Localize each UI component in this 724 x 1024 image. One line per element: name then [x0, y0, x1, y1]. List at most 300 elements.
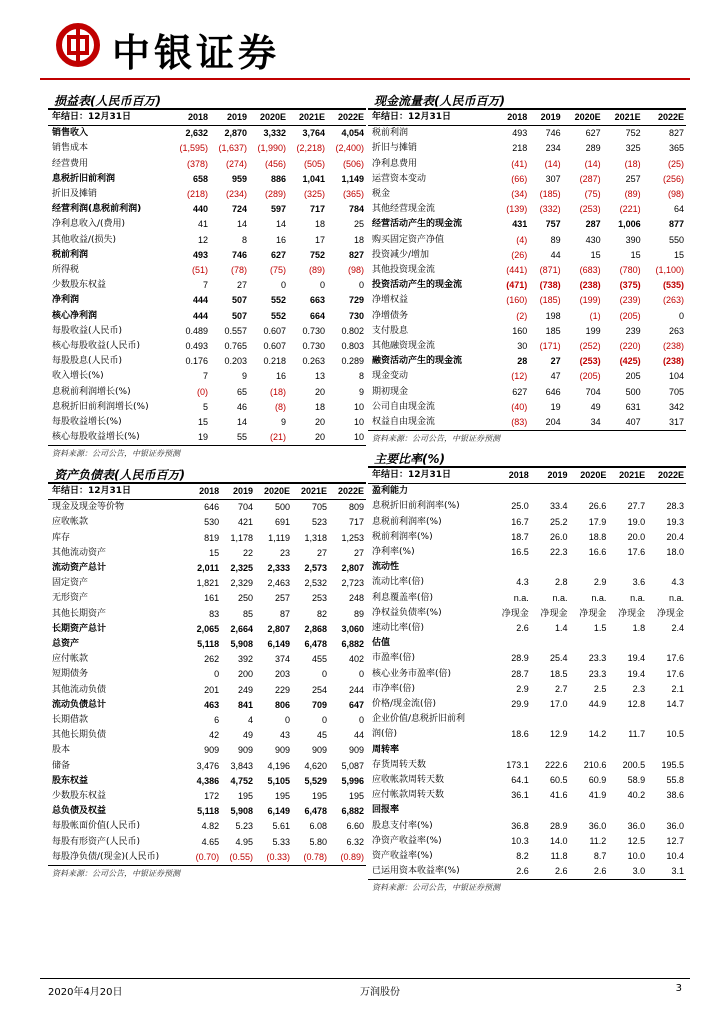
table-cell: 104 [668, 371, 684, 382]
table-cell: 29.9 [511, 699, 529, 710]
table-cell: 0.263 [302, 356, 325, 367]
balance-sheet-section [48, 466, 366, 881]
table-cell: 222.6 [545, 759, 568, 770]
table-cell: 5,529 [304, 775, 327, 786]
table-cell: 19 [197, 432, 208, 443]
table-cell: 22 [243, 547, 254, 558]
row-label: 收入增长(%) [52, 371, 104, 382]
table-cell: 89 [550, 234, 561, 245]
table-cell: 18.0 [666, 547, 684, 558]
table-row [48, 607, 366, 622]
table-cell: 5,087 [341, 760, 364, 771]
table-cell: (456) [264, 158, 286, 169]
table-cell: (871) [539, 265, 561, 276]
table-row [368, 354, 686, 369]
table-cell: 827 [348, 249, 364, 260]
row-label: 长期资产总计 [52, 623, 107, 634]
table-cell: 597 [270, 204, 286, 215]
table-cell: 2,723 [341, 578, 364, 589]
table-cell: 1,821 [196, 578, 220, 589]
table-cell: 6,149 [267, 639, 290, 650]
table-cell [647, 484, 686, 500]
table-cell: 4,054 [341, 128, 364, 139]
table-cell: 17.9 [588, 516, 607, 527]
row-label: 估值 [372, 638, 391, 649]
cash-flow-source-note: 资料来源：公司公告，中银证券预测 [368, 430, 686, 446]
table-cell: 13 [314, 371, 325, 382]
table-row [48, 804, 366, 819]
table-cell: 2018 [187, 484, 221, 500]
row-label: 存货周转天数 [372, 759, 427, 770]
table-cell: 2.6 [555, 866, 568, 877]
row-label: 销售收入 [52, 128, 89, 139]
table-cell: 17.6 [627, 547, 646, 558]
table-cell: 463 [204, 699, 220, 710]
table-cell: 421 [237, 517, 254, 528]
table-cell: 2.4 [671, 623, 684, 634]
table-cell: 0 [321, 715, 327, 726]
table-cell: 20.0 [627, 531, 646, 542]
table-cell: (8) [274, 401, 286, 412]
table-cell: 16 [275, 371, 286, 382]
table-cell: 7 [202, 280, 208, 291]
table-cell: 28.9 [550, 820, 568, 831]
row-label: 回报率 [372, 805, 400, 816]
table-cell: 784 [348, 204, 364, 215]
table-row [368, 819, 686, 834]
table-cell: 17.6 [666, 653, 684, 664]
table-cell: 2022E [647, 468, 686, 484]
row-label: 核心每股收益(人民币) [52, 341, 141, 352]
table-cell: 6 [214, 715, 220, 726]
table-row [368, 400, 686, 415]
table-cell: 0 [214, 669, 220, 680]
table-cell: 663 [309, 295, 325, 306]
row-label: 每股帐面价值(人民币) [52, 821, 141, 832]
table-cell: 20 [314, 417, 325, 428]
table-cell: (234) [225, 189, 247, 200]
table-row [48, 819, 366, 834]
table-cell: 160 [512, 325, 528, 336]
table-row [48, 385, 366, 400]
table-cell: (0.78) [303, 851, 327, 862]
table-cell: 5 [202, 401, 208, 412]
table-row [48, 309, 366, 324]
table-cell: 60.5 [550, 775, 568, 786]
table-cell: 25.0 [511, 501, 529, 512]
row-label: 速动比率(倍) [372, 623, 425, 634]
table-cell: 55 [236, 432, 247, 443]
table-cell: 14.7 [666, 699, 684, 710]
table-cell [647, 560, 686, 575]
table-cell: 55.8 [666, 775, 684, 786]
table-cell: 658 [192, 173, 208, 184]
table-cell: 44 [550, 249, 561, 260]
table-cell: 627 [585, 128, 601, 139]
table-cell: 195 [274, 791, 290, 802]
row-label: 支付股息 [372, 325, 409, 336]
table-cell: 4.65 [201, 836, 220, 847]
table-cell: 257 [625, 173, 641, 184]
row-label: 现金及现金等价物 [52, 502, 125, 513]
key-ratios-section [368, 450, 686, 895]
table-cell: 14.0 [550, 835, 568, 846]
table-row [368, 545, 686, 560]
table-cell: (51) [191, 265, 208, 276]
table-row [48, 667, 366, 682]
table-cell: 10 [353, 432, 364, 443]
table-row [48, 728, 366, 743]
table-row [368, 248, 686, 263]
table-cell: 4 [248, 715, 254, 726]
row-label: 年结日：12月31日 [368, 110, 496, 126]
table-cell: 5,908 [230, 806, 254, 817]
table-row [368, 415, 686, 430]
table-cell: 3.0 [632, 866, 646, 877]
table-row [368, 834, 686, 849]
table-row [368, 293, 686, 308]
table-cell: 83 [209, 608, 220, 619]
table-cell: (4) [516, 234, 528, 245]
income-statement-section [48, 92, 366, 461]
cash-flow-table [368, 110, 686, 430]
balance-source-note: 资料来源：公司公告，中银证券预测 [48, 865, 366, 881]
table-cell: 1,149 [341, 173, 364, 184]
page-footer [40, 978, 690, 998]
table-cell: 净现金 [618, 607, 646, 618]
table-cell [492, 636, 531, 651]
table-header-row [48, 110, 366, 126]
row-label: 盈利能力 [372, 486, 409, 497]
table-cell: 34 [590, 417, 601, 428]
table-cell: 9 [241, 371, 247, 382]
row-label: 经营费用 [52, 158, 89, 169]
row-label: 运营资本变动 [372, 173, 427, 184]
table-row [48, 637, 366, 652]
table-cell: 317 [668, 417, 684, 428]
table-row [48, 774, 366, 789]
row-label: 每股股息(人民币) [52, 356, 123, 367]
table-row [48, 172, 366, 187]
table-cell: n.a. [552, 592, 568, 603]
table-row [48, 683, 366, 698]
table-cell: 218 [512, 143, 528, 154]
table-cell: 2.9 [593, 577, 607, 588]
table-cell: 430 [585, 234, 601, 245]
table-cell: 2,325 [230, 563, 254, 574]
table-cell: 2018 [496, 110, 529, 126]
table-cell: (221) [619, 204, 641, 215]
table-cell: (238) [579, 280, 601, 291]
table-cell: 173.1 [506, 759, 529, 770]
table-row [368, 575, 686, 590]
table-cell: 14 [236, 219, 247, 230]
table-cell: 254 [311, 684, 327, 695]
table-cell: 16.6 [588, 547, 607, 558]
table-row [368, 278, 686, 293]
table-cell: 0 [284, 715, 290, 726]
table-cell: 36.0 [666, 820, 684, 831]
table-cell: 2.3 [632, 683, 646, 694]
table-cell: 16.7 [511, 516, 529, 527]
table-cell: (253) [579, 204, 601, 215]
table-cell: 45 [316, 730, 327, 741]
table-cell: 47 [550, 371, 561, 382]
table-cell: n.a. [630, 592, 646, 603]
table-cell: 342 [668, 401, 684, 412]
table-cell: 909 [204, 745, 220, 756]
row-label: 少数股东权益 [52, 791, 107, 802]
table-cell: 36.8 [511, 820, 529, 831]
table-row [368, 309, 686, 324]
table-cell: n.a. [668, 592, 684, 603]
table-cell: (2) [516, 310, 528, 321]
table-cell: 724 [231, 204, 247, 215]
table-cell: 2019 [531, 468, 570, 484]
row-label: 流动性 [372, 562, 400, 573]
table-cell: 172 [204, 791, 220, 802]
row-label: 股东权益 [52, 775, 89, 786]
table-cell: (2,400) [335, 143, 364, 154]
table-cell: 200 [237, 669, 254, 680]
table-cell: 6,882 [341, 639, 364, 650]
table-cell: 307 [545, 173, 561, 184]
table-cell: (738) [539, 280, 561, 291]
table-row [368, 499, 686, 514]
row-label: 息税折旧前利润率(%) [372, 501, 460, 512]
table-cell: (1,990) [257, 143, 286, 154]
table-cell: 3.6 [632, 577, 646, 588]
table-cell: 203 [274, 669, 290, 680]
table-cell: 12.5 [627, 835, 646, 846]
table-cell: 234 [545, 143, 561, 154]
table-cell: 2,011 [197, 563, 220, 574]
row-label: 净利息费用 [372, 158, 418, 169]
table-cell: 2,868 [304, 623, 327, 634]
table-cell: 42 [209, 730, 220, 741]
table-cell: 248 [348, 593, 364, 604]
table-cell: 195 [311, 791, 327, 802]
table-cell: 27 [316, 547, 327, 558]
table-cell: 1.8 [632, 623, 646, 634]
income-statement-title: 损益表(人民币百万) [48, 92, 366, 110]
table-header-row [368, 468, 686, 484]
table-cell: 3,060 [341, 623, 364, 634]
row-label: 其他融资现金流 [372, 341, 436, 352]
table-cell: 730 [348, 310, 364, 321]
table-cell: 2,065 [196, 623, 220, 634]
table-row [48, 835, 366, 850]
table-cell: 4.3 [671, 577, 684, 588]
table-cell: (21) [269, 432, 286, 443]
row-label: 企业价值/息税折旧前利 [372, 714, 466, 725]
table-cell: 841 [237, 699, 254, 710]
table-cell: 12 [197, 234, 208, 245]
table-cell: 40.2 [627, 790, 646, 801]
table-cell: 净现金 [579, 607, 607, 618]
table-cell: 4.82 [201, 821, 220, 832]
table-cell: (0.70) [195, 851, 220, 862]
row-label: 市净率(倍) [372, 683, 416, 694]
table-cell: 3,764 [302, 128, 325, 139]
table-row [48, 789, 366, 804]
table-cell: 0.765 [224, 341, 247, 352]
table-cell: 15 [673, 249, 684, 260]
table-cell: 909 [237, 745, 254, 756]
table-cell: 5,908 [230, 639, 254, 650]
table-cell: (185) [539, 189, 561, 200]
table-cell: 10 [353, 401, 364, 412]
table-cell: 198 [545, 310, 561, 321]
table-cell: (256) [662, 173, 684, 184]
row-label: 储备 [52, 760, 71, 771]
row-label: 固定资产 [52, 578, 89, 589]
balance-sheet-table [48, 484, 366, 865]
table-cell [570, 484, 609, 500]
row-label: 每股净负债/(现金)(人民币) [52, 851, 160, 862]
row-label: 销售成本 [52, 143, 89, 154]
table-cell: 30 [517, 341, 528, 352]
row-label: 核心业务市盈率(倍) [372, 668, 452, 679]
table-cell: (1,637) [218, 143, 247, 154]
table-row [48, 561, 366, 576]
table-cell: (780) [619, 265, 641, 276]
table-cell: 87 [279, 608, 290, 619]
table-cell: 199 [585, 325, 601, 336]
table-cell: 239 [625, 325, 641, 336]
table-cell: 705 [311, 502, 327, 513]
table-cell: 2,807 [341, 563, 364, 574]
table-cell: 25 [353, 219, 364, 230]
table-cell: 287 [585, 219, 601, 230]
row-label: 年结日：12月31日 [368, 468, 492, 484]
table-cell: 18 [314, 219, 325, 230]
table-cell: 1,178 [230, 532, 254, 543]
table-row [48, 141, 366, 156]
table-cell: 27 [550, 356, 561, 367]
table-cell: 0.176 [185, 356, 208, 367]
table-row [368, 530, 686, 545]
table-cell: 1,253 [341, 532, 364, 543]
table-cell: (1) [589, 310, 601, 321]
row-label: 息税前利润增长(%) [52, 386, 131, 397]
table-cell: 2020E [249, 110, 288, 126]
table-row [48, 591, 366, 606]
table-cell: 2.7 [555, 683, 568, 694]
table-cell: (139) [506, 204, 528, 215]
row-label: 每股收益(人民币) [52, 325, 123, 336]
table-row [368, 369, 686, 384]
table-cell: 2,532 [304, 578, 327, 589]
table-cell: (0.33) [266, 851, 290, 862]
table-cell: 49 [590, 401, 601, 412]
table-cell [608, 803, 647, 818]
table-cell: 0.493 [185, 341, 208, 352]
table-cell: (238) [662, 356, 684, 367]
table-cell [570, 560, 609, 575]
page-header [40, 18, 690, 80]
table-row [368, 864, 686, 879]
table-cell: 10.4 [666, 851, 684, 862]
table-cell: 325 [625, 143, 641, 154]
table-cell: 46 [236, 401, 247, 412]
table-row [368, 202, 686, 217]
table-cell: (375) [619, 280, 641, 291]
table-cell: 5,105 [267, 775, 290, 786]
row-label: 应收帐款周转天数 [372, 775, 445, 786]
table-cell: 249 [237, 684, 254, 695]
table-cell: 201 [204, 684, 220, 695]
row-label: 净增债务 [372, 310, 409, 321]
table-cell [647, 803, 686, 818]
row-label: 总资产 [52, 639, 80, 650]
table-cell: 6,149 [267, 806, 290, 817]
table-cell: 185 [545, 325, 561, 336]
table-cell [531, 636, 570, 651]
table-cell: 647 [348, 699, 364, 710]
table-cell: 0.607 [263, 325, 286, 336]
row-label: 总负债及权益 [52, 806, 107, 817]
brand-name: 中银证券 [112, 30, 281, 75]
table-cell: 1,041 [302, 173, 325, 184]
table-cell: 959 [231, 173, 247, 184]
table-cell: 64 [673, 204, 684, 215]
table-cell: (263) [662, 295, 684, 306]
table-cell: 552 [270, 310, 286, 321]
table-row [368, 636, 686, 651]
table-cell: 0 [321, 669, 327, 680]
row-label: 年结日：12月31日 [48, 484, 187, 500]
row-label: 每股收益增长(%) [52, 417, 122, 428]
table-row [48, 293, 366, 308]
row-label: 利息覆盖率(倍) [372, 592, 434, 603]
table-cell: 704 [585, 386, 601, 397]
table-cell: 3,332 [263, 128, 286, 139]
table-row [368, 217, 686, 232]
table-cell: (75) [269, 265, 286, 276]
table-cell: 909 [311, 745, 327, 756]
table-cell: 806 [274, 699, 290, 710]
income-statement-table [48, 110, 366, 445]
key-ratios-title: 主要比率(%) [368, 450, 686, 468]
income-source-note: 资料来源：公司公告，中银证券预测 [48, 445, 366, 461]
table-cell: 12.9 [550, 729, 568, 740]
table-cell: (505) [303, 158, 325, 169]
row-label: 少数股东权益 [52, 280, 107, 291]
row-label: 现金变动 [372, 371, 409, 382]
table-cell [647, 712, 686, 727]
table-cell: (253) [579, 356, 601, 367]
table-cell [570, 743, 609, 758]
table-cell: 2018 [492, 468, 531, 484]
table-cell: 704 [237, 502, 254, 513]
table-cell: (325) [303, 189, 325, 200]
table-cell: (471) [506, 280, 528, 291]
table-cell: 43 [279, 730, 290, 741]
table-cell: (14) [584, 158, 601, 169]
table-cell: 14 [275, 219, 286, 230]
table-row [368, 773, 686, 788]
table-cell [608, 560, 647, 575]
table-cell: (26) [511, 249, 528, 260]
table-cell: 27.7 [627, 501, 646, 512]
table-cell: (332) [539, 204, 561, 215]
table-cell: 16.5 [511, 547, 529, 558]
row-label: 无形资产 [52, 593, 89, 604]
row-label: 流动负债总计 [52, 699, 107, 710]
table-cell: 41.9 [588, 790, 607, 801]
table-cell: 23 [279, 547, 290, 558]
